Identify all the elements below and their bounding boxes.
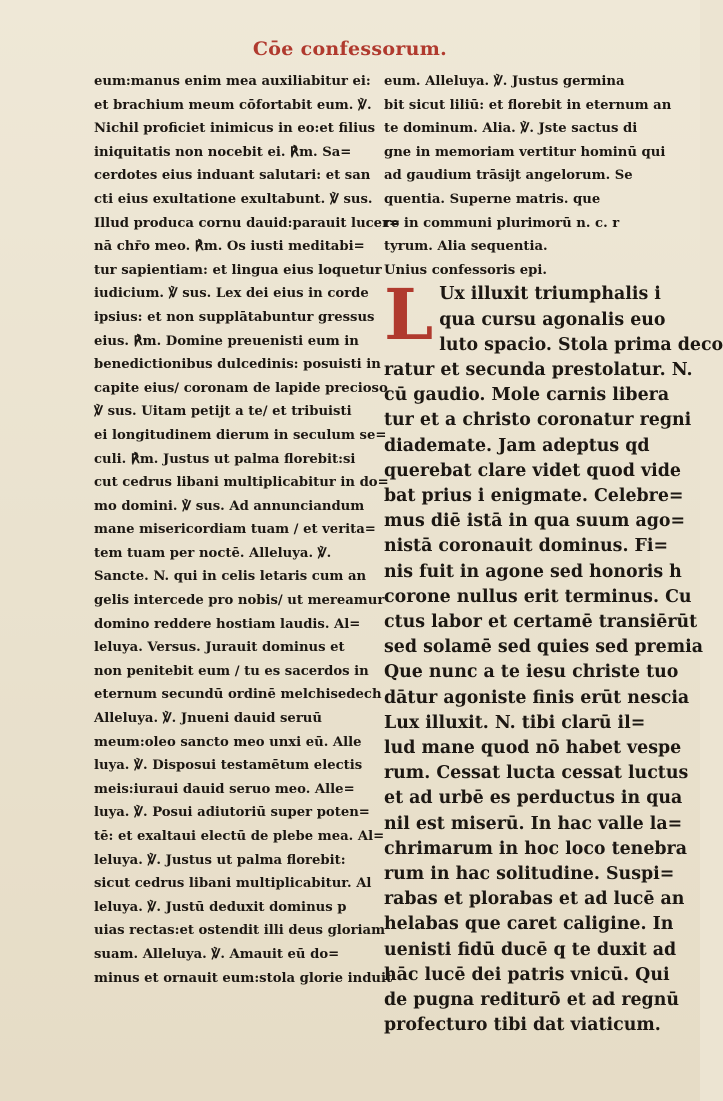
text-line: bit sicut liliū: et florebit in eternum an	[384, 97, 672, 113]
text-line: bat prius i enigmate. Celebre=	[384, 485, 684, 506]
text-line: qua cursu agonalis euo	[439, 309, 666, 330]
text-line: Sancte. N. qui in celis letaris cum an	[94, 569, 367, 585]
text-line: profecturo tibi dat viaticum.	[384, 1015, 661, 1036]
text-line: rum in hac solitudine. Suspi=	[384, 864, 675, 885]
text-line: quentia. Superne matris. que	[384, 191, 601, 207]
text-line: ctus labor et certamē transiērūt	[384, 611, 698, 632]
text-line: uenisti fidū ducē q te duxit ad	[384, 939, 677, 960]
text-line: meis:iuraui dauid seruo meo. Alle=	[94, 781, 355, 797]
text-line: cū gaudio. Mole carnis libera	[384, 385, 670, 406]
text-line: suam. Alleluya. ℣. Amauit eū do=	[94, 946, 340, 962]
text-line: cti eius exultatione exultabunt. ℣ sus.	[94, 191, 373, 207]
text-line: hāc lucē dei patris vnicū. Qui	[384, 964, 670, 985]
text-line: uias rectas:et ostendit illi deus gloriam	[94, 923, 386, 939]
text-line: culi. ℟m. Justus ut palma florebit:si	[94, 451, 356, 467]
text-line: gelis intercede pro nobis/ ut mereamur	[94, 593, 385, 609]
text-line: querebat clare videt quod vide	[384, 460, 681, 481]
text-line: de pugna rediturō et ad regnū	[384, 990, 680, 1011]
text-line: Ux illuxit triumphalis i	[439, 284, 661, 305]
text-line: Lux illuxit. N. tibi clarū il=	[384, 712, 646, 733]
text-line: mane misericordiam tuam / et verita=	[94, 522, 376, 538]
text-line: minus et ornauit eum:stola glorie induit	[94, 970, 393, 986]
text-line: sicut cedrus libani multiplicabitur. Al	[94, 876, 372, 892]
text-line: re in communi plurimorū n. c. r	[384, 215, 620, 231]
text-line: gne in memoriam vertitur hominū qui	[384, 144, 666, 160]
text-line: leluya. ℣. Justus ut palma florebit:	[94, 852, 346, 868]
text-line: iudicium. ℣ sus. Lex dei eius in corde	[94, 286, 369, 302]
text-line: corone nullus erit terminus. Cu	[384, 586, 692, 607]
text-line: diademate. Jam adeptus qd	[384, 435, 650, 456]
text-line: benedictionibus dulcedinis: posuisti in	[94, 357, 381, 373]
text-line: lud mane quod nō habet vespe	[384, 738, 682, 758]
text-line: mo domini. ℣ sus. Ad annunciandum	[94, 498, 365, 514]
text-line: Que nunc a te iesu christe tuo	[384, 662, 679, 683]
text-line: rum. Cessat lucta cessat luctus	[384, 763, 689, 784]
text-line: meum:oleo sancto meo unxi eū. Alle	[94, 734, 362, 750]
left-column	[94, 70, 401, 990]
text-line: luya. ℣. Posui adiutoriū super poten=	[94, 805, 370, 821]
text-line: sed solamē sed quies sed premia	[384, 637, 703, 658]
text-line: luto spacio. Stola prima deco	[439, 334, 723, 355]
text-line: ℣ sus. Uitam petijt a te/ et tribuisti	[94, 404, 352, 420]
text-line: chrimarum in hoc loco tenebra	[384, 838, 687, 859]
initial-letter: L	[384, 273, 434, 357]
text-line: eum. Alleluya. ℣. Justus germina	[384, 74, 625, 89]
text-line: helabas que caret caligine. In	[384, 914, 674, 935]
text-line: nis fuit in agone sed honoris h	[384, 561, 682, 582]
text-line: cerdotes eius induant salutari: et san	[94, 168, 371, 184]
text-line: et brachium meum cōfortabit eum. ℣.	[94, 97, 372, 113]
text-line: te dominum. Alia. ℣. Jste sactus di	[384, 121, 638, 137]
text-line: Illud produca cornu dauid:parauit lucer=	[94, 215, 401, 231]
text-line: Unius confessoris epi.	[384, 262, 548, 278]
text-line: tyrum. Alia sequentia.	[384, 239, 548, 255]
text-line: cut cedrus libani multiplicabitur in do=	[94, 475, 389, 491]
text-line: ipsius: et non supplātabuntur gressus	[94, 309, 375, 325]
text-line: et ad urbē es perductus in qua	[384, 788, 683, 809]
text-line: leluya. ℣. Justū deduxit dominus p	[94, 899, 347, 915]
text-line: eternum secundū ordinē melchisedech	[94, 687, 382, 703]
text-line: luya. ℣. Disposui testamētum electis	[94, 758, 363, 774]
text-line: eum:manus enim mea auxiliabitur ei:	[94, 74, 371, 89]
text-line: domino reddere hostiam laudis. Al=	[94, 616, 361, 632]
text-line: non penitebit eum / tu es sacerdos in	[94, 663, 369, 679]
text-line: leluya. Versus. Jurauit dominus et	[94, 640, 345, 656]
text-line: tē: et exaltaui electū de plebe mea. Al=	[94, 829, 385, 844]
text-line: tem tuam per noctē. Alleluya. ℣.	[94, 545, 332, 561]
text-line: ei longitudinem dierum in seculum se=	[94, 427, 387, 443]
running-header: Cōe confessorum.	[252, 38, 448, 60]
text-line: ad gaudium trāsijt angelorum. Se	[384, 168, 633, 184]
text-line: nistā coronauit dominus. Fi=	[384, 536, 669, 557]
text-line: Alleluya. ℣. Jnueni dauid seruū	[94, 711, 322, 727]
text-line: capite eius/ coronam de lapide precioso	[94, 380, 388, 396]
text-line: nil est miserū. In hac valle la=	[384, 813, 683, 834]
text-line: mus diē istā in qua suum ago=	[384, 511, 686, 532]
text-line: ratur et secunda prestolatur. N.	[384, 359, 693, 380]
text-line: nā chr̄o meo. ℟m. Os iusti meditabi=	[94, 239, 365, 255]
text-line: eius. ℟m. Domine preuenisti eum in	[94, 333, 359, 349]
text-line: dātur agoniste finis erūt nescia	[384, 687, 690, 708]
text-line: Nichil proficiet inimicus in eo:et filius	[94, 121, 376, 137]
text-line: tur et a christo coronatur regni	[384, 410, 692, 431]
text-line: rabas et plorabas et ad lucē an	[384, 889, 685, 910]
text-line: tur sapientiam: et lingua eius loquetur	[94, 262, 382, 278]
right-column	[384, 70, 723, 1038]
text-line: iniquitatis non nocebit ei. ℟m. Sa=	[94, 144, 352, 160]
